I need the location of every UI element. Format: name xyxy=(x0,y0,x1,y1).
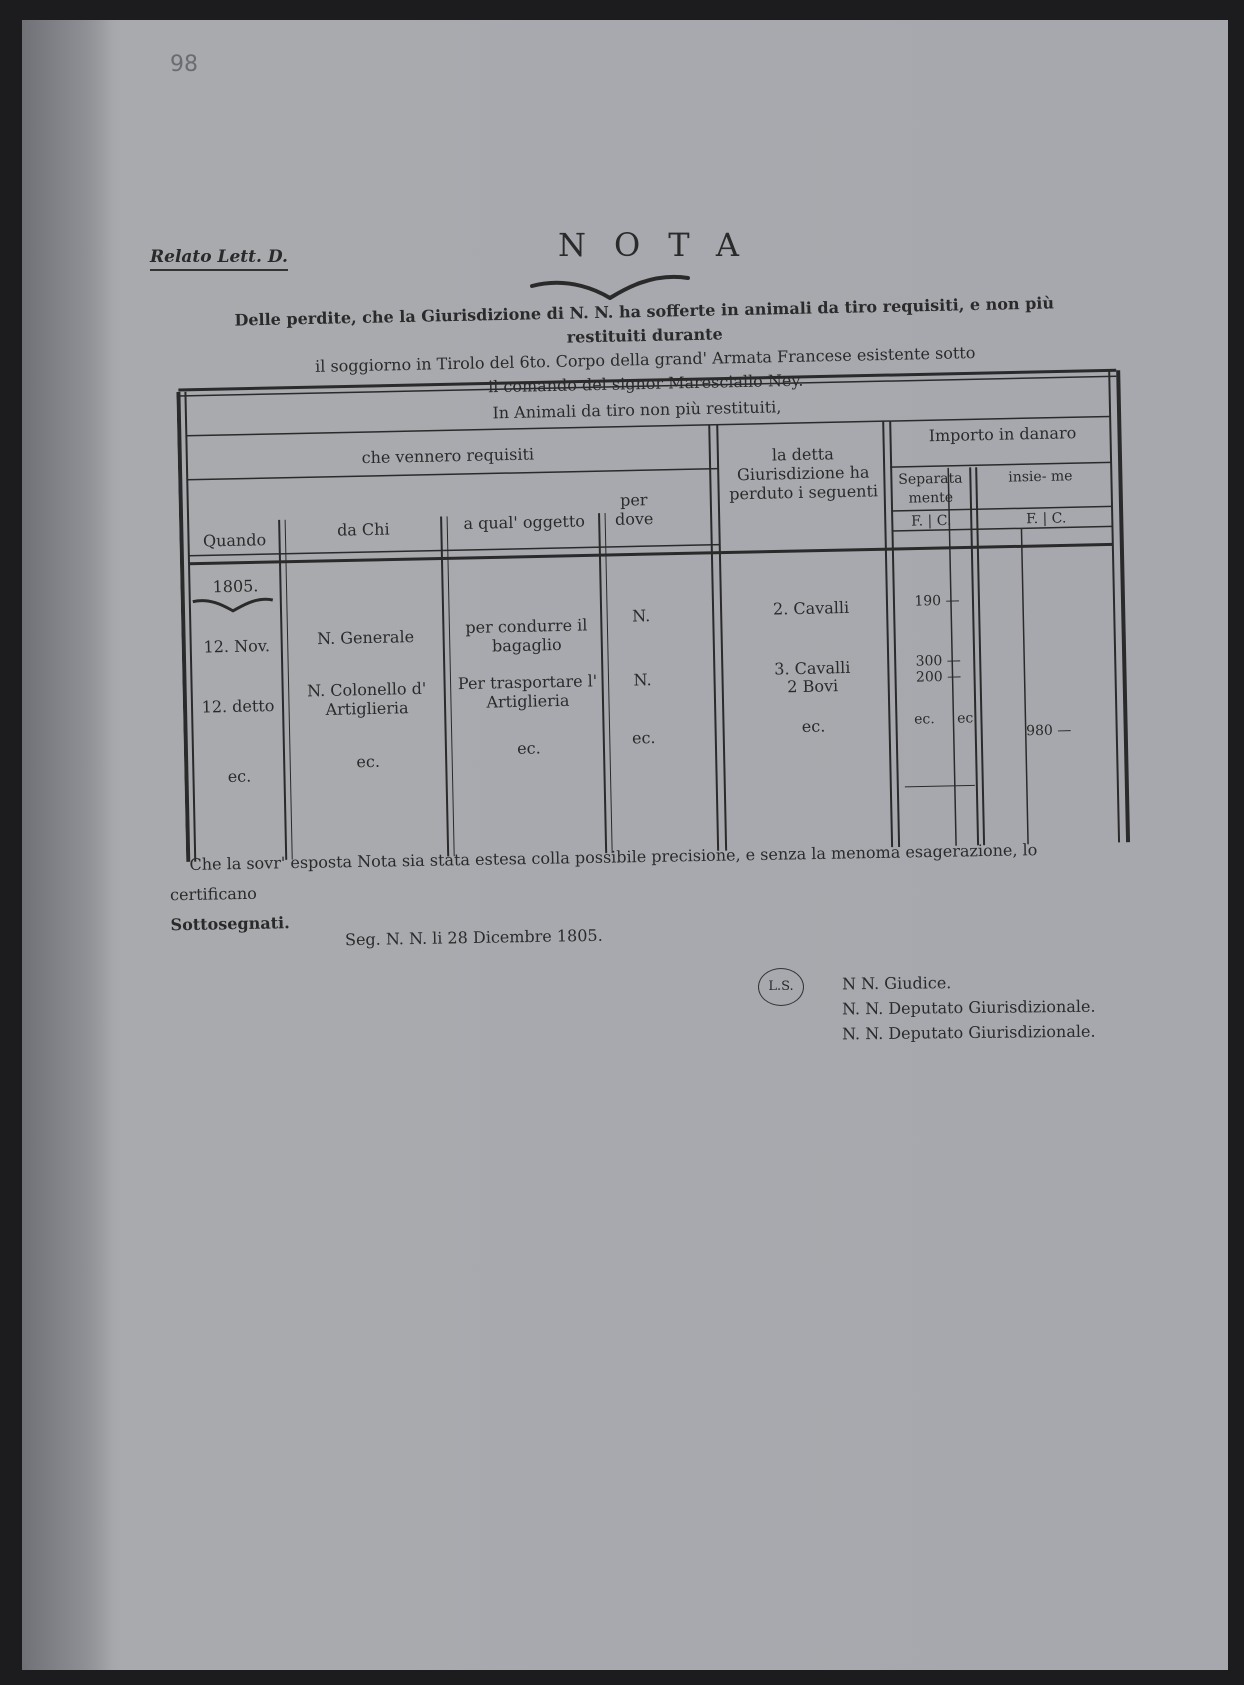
row1-separata: 190 — xyxy=(914,592,960,610)
row1-da-chi: N. Generale xyxy=(316,627,415,649)
intro-line-3: il comando del signor Maresciallo Ney. xyxy=(487,370,804,397)
signatory-giudice: N N. Giudice. xyxy=(841,973,952,994)
row2-per-dove: N. xyxy=(633,670,652,690)
closing-statement xyxy=(169,834,1120,941)
row3-perduto: ec. xyxy=(801,716,826,736)
header-separata: Separata mente xyxy=(898,470,963,507)
header-oggetto: a qual' oggetto xyxy=(463,511,586,534)
header-fl-insieme: F. | C. xyxy=(1025,510,1067,528)
row2-perduto-b: 2 Bovi xyxy=(787,676,839,697)
row2-da-chi: N. Colonello d' Artiglieria xyxy=(306,678,427,719)
row2-quando: 12. detto xyxy=(201,696,275,717)
header-che-vennero: che vennero requisiti xyxy=(361,444,535,468)
intro-line-1: Delle perdite, che la Giurisdizione di N. N. ha sofferte in animali da tiro requisiti, e non più restituiti durante xyxy=(234,293,1055,347)
row1-oggetto: per condurre il bagaglio xyxy=(465,615,588,656)
header-fl-separata: F. | C. xyxy=(910,512,952,530)
row3-insieme: 980 — xyxy=(1025,722,1072,740)
header-per-dove: per dove xyxy=(614,490,654,529)
row2-separata-a: 300 — xyxy=(915,652,961,670)
header-in-animali: In Animali da tiro non più restituiti, xyxy=(492,397,782,423)
relato-reference: Relato Lett. D. xyxy=(150,247,288,271)
signatory-deputato-2: N. N. Deputato Giurisdizionale. xyxy=(841,1021,1096,1044)
row3-per-dove: ec. xyxy=(631,728,656,748)
row2-oggetto: Per trasportare l' Artiglieria xyxy=(457,671,598,712)
header-perduto: la detta Giurisdizione ha perduto i seguenti xyxy=(729,444,879,504)
header-quando: Quando xyxy=(202,530,267,551)
row3-oggetto: ec. xyxy=(516,738,541,758)
page-title: NOTA xyxy=(558,226,767,264)
row3-separata-f: ec. xyxy=(913,711,935,728)
row1-perduto: 2. Cavalli xyxy=(772,597,850,619)
losses-table xyxy=(176,352,1136,870)
row3-separata-c: ec. xyxy=(956,710,978,727)
signatory-deputato-1: N. N. Deputato Giurisdizionale. xyxy=(841,996,1096,1019)
row3-da-chi: ec. xyxy=(356,751,381,772)
row3-quando: ec. xyxy=(227,766,252,787)
row1-quando: 12. Nov. xyxy=(203,636,271,657)
swash-ornament-icon xyxy=(530,270,690,300)
torn-paper-edge xyxy=(22,20,112,1670)
row2-perduto-a: 3. Cavalli xyxy=(774,657,851,679)
header-da-chi: da Chi xyxy=(336,519,390,540)
row1-per-dove: N. xyxy=(631,606,651,626)
closing-line-1: Che la sovr' esposta Nota sia stata estesa colla possibile precisione, e senza la menoma esagerazione, lo certificano xyxy=(169,840,1038,905)
header-insieme: insie- me xyxy=(1008,468,1073,486)
row2-separata-b: 200 — xyxy=(915,668,962,686)
pencil-folio-number: 98 xyxy=(170,52,198,77)
year-label: 1805. xyxy=(212,576,259,597)
seal-mark: L.S. xyxy=(758,968,804,1006)
header-importo: Importo in danaro xyxy=(928,423,1077,446)
closing-line-2: Sottosegnati. xyxy=(170,913,290,935)
place-and-date: Seg. N. N. li 28 Dicembre 1805. xyxy=(344,925,603,950)
signatories xyxy=(842,970,1096,1045)
intro-line-2: il soggiorno in Tirolo del 6to. Corpo della grand' Armata Francese esistente sotto xyxy=(314,343,976,376)
